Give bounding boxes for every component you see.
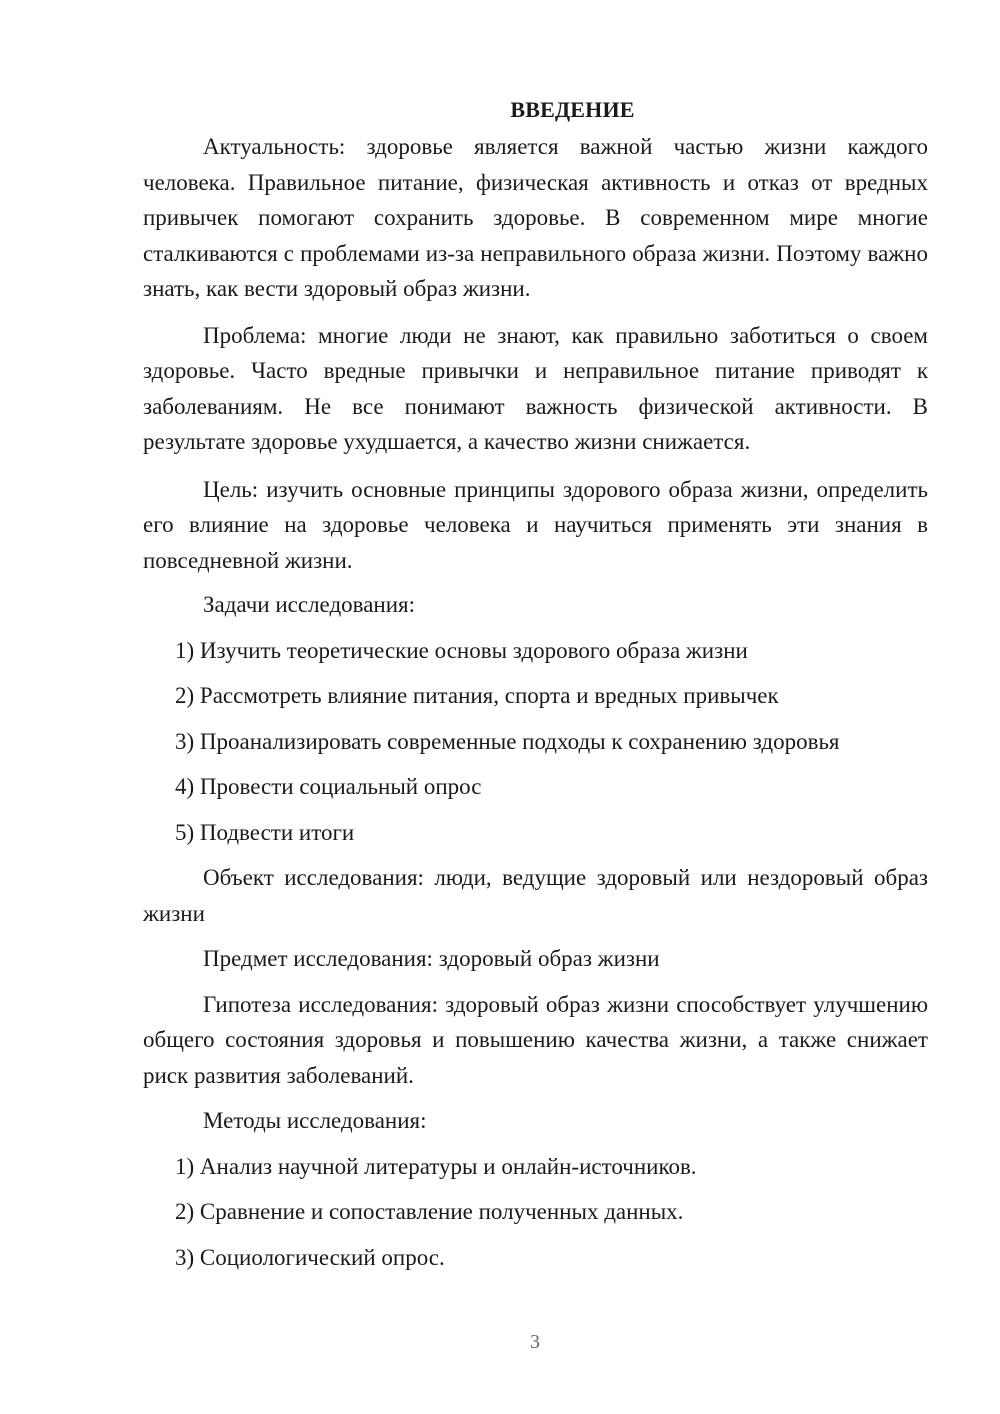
section-title: ВВЕДЕНИЕ	[510, 97, 635, 122]
object-paragraph: Объект исследования: люди, ведущие здоровый или нездоровый образ жизни	[143, 865, 928, 926]
task-item: 5) Подвести итоги	[175, 819, 355, 845]
problem-paragraph: Проблема: многие люди не знают, как правильно заботиться о своем здоровье. Часто вредные привычки и неправильное питание приводят к заболеваниям. Не все понимают важность физической активности. В результате здоровье ухудшается, а качество жизни снижается.	[143, 322, 928, 454]
task-item: 1) Изучить теоретические основы здорового образа жизни	[175, 637, 748, 663]
task-item: 4) Провести социальный опрос	[175, 774, 482, 799]
task-item: 3) Проанализировать современные подходы к сохранению здоровья	[175, 728, 840, 754]
method-item: 3) Социологический опрос.	[175, 1244, 445, 1270]
tasks-heading: Задачи исследования:	[203, 592, 416, 617]
page-number: 3	[530, 1331, 540, 1353]
subject-line: Предмет исследования: здоровый образ жизни	[203, 946, 660, 971]
hypothesis-paragraph: Гипотеза исследования: здоровый образ жизни способствует улучшению общего состояния здоровья и повышению качества жизни, а также снижает риск развития заболеваний.	[143, 991, 928, 1088]
document-page	[143, 92, 928, 1285]
method-item: 2) Сравнение и сопоставление полученных данных.	[175, 1199, 684, 1224]
task-item: 2) Рассмотреть влияние питания, спорта и вредных привычек	[175, 683, 779, 708]
goal-paragraph: Цель: изучить основные принципы здорового образа жизни, определить его влияние на здоровье человека и научиться применять эти знания в повседневной жизни.	[143, 476, 928, 573]
method-item: 1) Анализ научной литературы и онлайн-источников.	[175, 1153, 697, 1179]
relevance-paragraph: Актуальность: здоровье является важной частью жизни каждого человека. Правильное питание, физическая активность и отказ от вредных привычек помогают сохранить здоровье. В современном мире многие сталкиваются с проблемами из-за неправильного образа жизни. Поэтому важно знать, как вести здоровый образ жизни.	[143, 134, 928, 301]
methods-heading: Методы исследования:	[203, 1108, 427, 1133]
